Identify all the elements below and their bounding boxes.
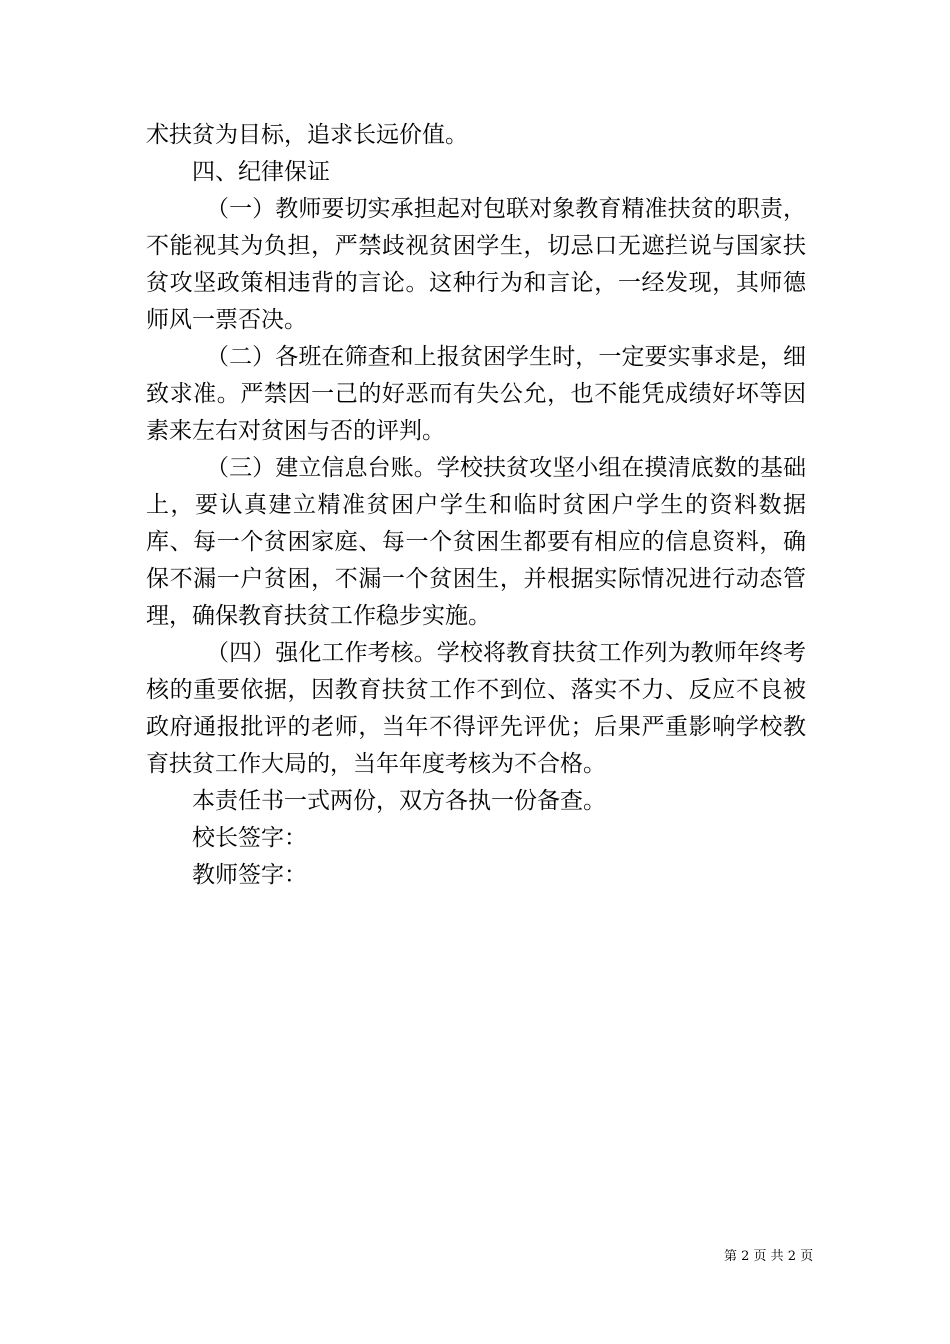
teacher-signature-label: 教师签字： — [192, 862, 307, 888]
paragraph-clause-2: （二）各班在筛查和上报贫困学生时，一定要实事求是，细致求准。严禁因一己的好恶而有失公允，也不能凭成绩好坏等因素来左右对贫困与否的评判。 — [146, 344, 806, 444]
document-body — [146, 117, 806, 894]
section-heading-discipline: 四、纪律保证 — [192, 159, 330, 185]
paragraph-copies-note: 本责任书一式两份，双方各执一份备查。 — [192, 788, 606, 814]
paragraph-clause-1: （一）教师要切实承担起对包联对象教育精准扶贫的职责，不能视其为负担，严禁歧视贫困学生，切忌口无遮拦说与国家扶贫攻坚政策相违背的言论。这种行为和言论，一经发现，其师德师风一票否决。 — [146, 196, 806, 333]
paragraph-clause-4: （四）强化工作考核。学校将教育扶贫工作列为教师年终考核的重要依据，因教育扶贫工作不到位、落实不力、反应不良被政府通报批评的老师，当年不得评先评优；后果严重影响学校教育扶贫工作大局的，当年年度考核为不合格。 — [146, 640, 806, 777]
paragraph-clause-3: （三）建立信息台账。学校扶贫攻坚小组在摸清底数的基础上，要认真建立精准贫困户学生和临时贫困户学生的资料数据库、每一个贫困家庭、每一个贫困生都要有相应的信息资料，确保不漏一户贫困，不漏一个贫困生，并根据实际情况进行动态管理，确保教育扶贫工作稳步实施。 — [146, 455, 806, 629]
paragraph-continuation: 术扶贫为目标，追求长远价值。 — [146, 122, 468, 148]
principal-signature-label: 校长签字： — [192, 825, 307, 851]
page-number-footer: 第 2 页 共 2 页 — [724, 1249, 814, 1264]
